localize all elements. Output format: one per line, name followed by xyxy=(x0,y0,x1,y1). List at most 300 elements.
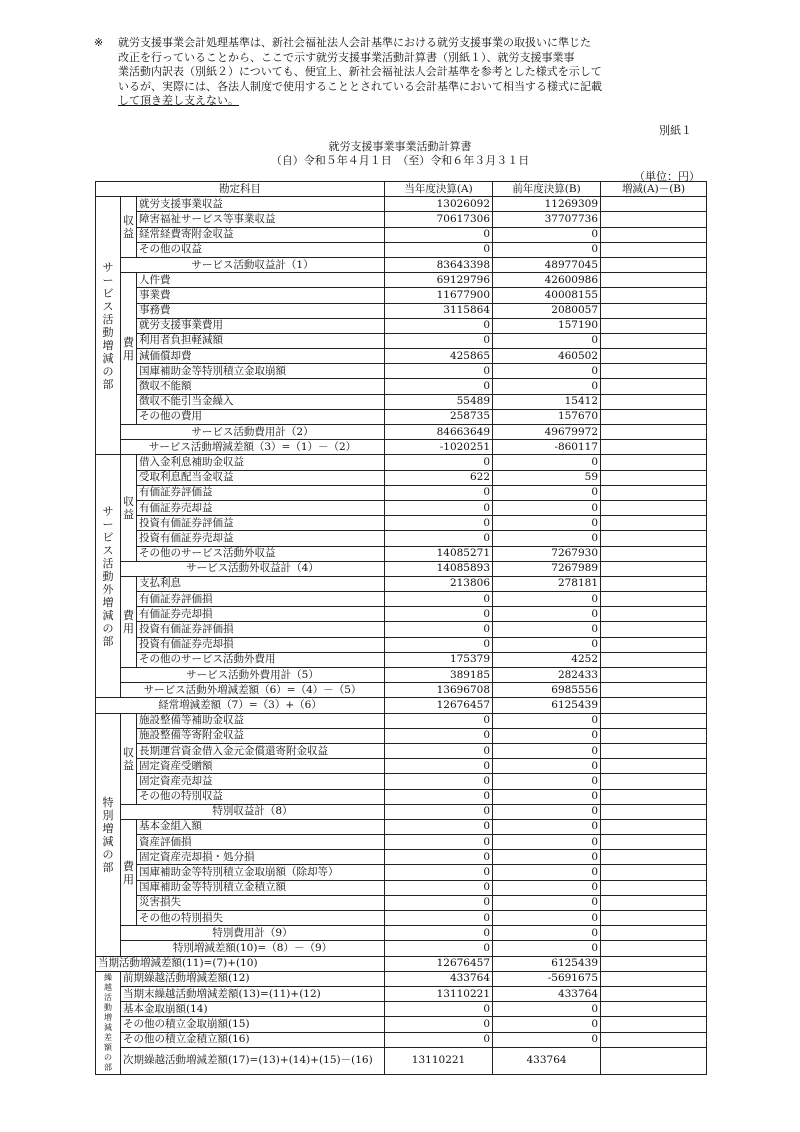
period-label: （自）令和５年４月１日 （至）令和６年３月３１日 xyxy=(270,154,530,167)
current-value: 0 xyxy=(385,455,493,470)
current-value: 0 xyxy=(385,318,493,333)
section-label-service: サ ー ビ ス 活 動 増 減 の 部 xyxy=(96,197,121,455)
diff-value xyxy=(601,1032,707,1047)
section-label-outside: サ ー ビ ス 活 動 外 増 減 の 部 xyxy=(96,455,121,698)
current-value: 0 xyxy=(385,819,493,834)
current-value: 0 xyxy=(385,850,493,865)
previous-value: 0 xyxy=(493,759,601,774)
current-value: 13026092 xyxy=(385,197,493,212)
account-name: 国庫補助金等特別積立金取崩額（除却等） xyxy=(137,865,385,880)
account-name: その他のサービス活動外費用 xyxy=(137,652,385,667)
previous-value: 37707736 xyxy=(493,212,601,227)
account-row xyxy=(96,637,707,652)
account-name: 固定資産受贈額 xyxy=(137,759,385,774)
diff-value xyxy=(601,835,707,850)
account-name: その他の費用 xyxy=(137,409,385,424)
previous-value: 0 xyxy=(493,835,601,850)
diff-value xyxy=(601,652,707,667)
account-row xyxy=(96,227,707,242)
diff-name: サービス活動外増減差額（6）=（4）－（5） xyxy=(121,683,385,698)
diff-value xyxy=(601,789,707,804)
subtotal-name: サービス活動外収益計（4） xyxy=(121,561,385,576)
current-value: 0 xyxy=(385,789,493,804)
previous-value: 0 xyxy=(493,911,601,926)
previous-value: 0 xyxy=(493,227,601,242)
ordinary-diff-name: 経常増減差額（7）=（3）+（6） xyxy=(96,698,385,713)
previous-value: 0 xyxy=(493,713,601,728)
document-title: 就労支援事業事業活動計算書 xyxy=(328,140,472,153)
previous-value: 6985556 xyxy=(493,683,601,698)
diff-value xyxy=(601,485,707,500)
current-value: 213806 xyxy=(385,576,493,591)
previous-value: 0 xyxy=(493,333,601,348)
previous-value: 0 xyxy=(493,485,601,500)
previous-value: 0 xyxy=(493,728,601,743)
diff-value xyxy=(601,637,707,652)
diff-value xyxy=(601,1047,707,1074)
diff-value xyxy=(601,576,707,591)
previous-value: 6125439 xyxy=(493,698,601,713)
diff-value xyxy=(601,516,707,531)
diff-name: 特別増減差額(10)=（8）－（9） xyxy=(121,941,385,956)
previous-value: 0 xyxy=(493,592,601,607)
subtotal-name: サービス活動外費用計（5） xyxy=(121,668,385,683)
account-name: 投資有価証券売却益 xyxy=(137,531,385,546)
previous-value: 49679972 xyxy=(493,425,601,440)
diff-value xyxy=(601,865,707,880)
account-name: 支払利息 xyxy=(137,576,385,591)
sub-label-income: 収 益 xyxy=(121,713,137,804)
period-diff-name: 当期活動増減差額(11)=(7)+(10) xyxy=(96,956,385,971)
table-body xyxy=(96,197,707,1075)
diff-value xyxy=(601,592,707,607)
current-value: 0 xyxy=(385,759,493,774)
account-name: 人件費 xyxy=(137,273,385,288)
previous-value: 15412 xyxy=(493,394,601,409)
current-value: 0 xyxy=(385,835,493,850)
diff-value xyxy=(601,440,707,455)
note-line: 改正を行っていることから、ここで示す就労支援事業活動計算書（別紙１）、就労支援事業事 xyxy=(118,50,575,64)
account-row xyxy=(96,607,707,622)
current-value: 0 xyxy=(385,607,493,622)
current-value: 69129796 xyxy=(385,273,493,288)
previous-value: 0 xyxy=(493,926,601,941)
diff-value xyxy=(601,349,707,364)
subtotal-row xyxy=(96,926,707,941)
diff-value xyxy=(601,911,707,926)
previous-value: 0 xyxy=(493,774,601,789)
diff-value xyxy=(601,212,707,227)
account-row xyxy=(96,895,707,910)
current-value: 84663649 xyxy=(385,425,493,440)
account-name: 投資有価証券売却損 xyxy=(137,637,385,652)
account-row xyxy=(96,531,707,546)
account-name: その他の積立金取崩額(15) xyxy=(121,1017,385,1032)
account-name: 就労支援事業収益 xyxy=(137,197,385,212)
subtotal-name: サービス活動費用計（2） xyxy=(121,425,385,440)
diff-value xyxy=(601,318,707,333)
account-name: 長期運営資金借入金元金償還寄附金収益 xyxy=(137,743,385,758)
account-name: 有価証券売却損 xyxy=(137,607,385,622)
current-value: 0 xyxy=(385,516,493,531)
previous-value: 0 xyxy=(493,242,601,257)
current-value: 12676457 xyxy=(385,956,493,971)
previous-value: 0 xyxy=(493,895,601,910)
current-value: 0 xyxy=(385,713,493,728)
diff-value xyxy=(601,561,707,576)
current-value: 14085271 xyxy=(385,546,493,561)
header-current: 当年度決算(A) xyxy=(385,182,493,197)
previous-value: 6125439 xyxy=(493,956,601,971)
account-name: 国庫補助金等特別積立金積立額 xyxy=(137,880,385,895)
previous-value: 0 xyxy=(493,743,601,758)
account-row xyxy=(96,592,707,607)
current-value: 0 xyxy=(385,1017,493,1032)
account-name: 投資有価証券評価損 xyxy=(137,622,385,637)
previous-value: 0 xyxy=(493,607,601,622)
account-row xyxy=(96,197,707,212)
account-row xyxy=(96,713,707,728)
current-value: 14085893 xyxy=(385,561,493,576)
account-row xyxy=(96,789,707,804)
previous-value: 11269309 xyxy=(493,197,601,212)
diff-value xyxy=(601,713,707,728)
previous-value: 0 xyxy=(493,364,601,379)
previous-value: -860117 xyxy=(493,440,601,455)
account-name: 固定資産売却益 xyxy=(137,774,385,789)
current-value: 0 xyxy=(385,895,493,910)
account-name: 事務費 xyxy=(137,303,385,318)
account-row xyxy=(96,379,707,394)
previous-value: 157670 xyxy=(493,409,601,424)
account-row xyxy=(96,349,707,364)
diff-value xyxy=(601,288,707,303)
account-row xyxy=(96,303,707,318)
account-name: 徴収不能引当金繰入 xyxy=(137,394,385,409)
account-row xyxy=(96,819,707,834)
previous-value: 0 xyxy=(493,1002,601,1017)
diff-value xyxy=(601,607,707,622)
account-name: その他の積立金積立額(16) xyxy=(121,1032,385,1047)
previous-value: 0 xyxy=(493,500,601,515)
account-name: 就労支援事業費用 xyxy=(137,318,385,333)
diff-value xyxy=(601,470,707,485)
account-name: 事業費 xyxy=(137,288,385,303)
diff-value xyxy=(601,257,707,272)
previous-value: 0 xyxy=(493,516,601,531)
current-value: 0 xyxy=(385,728,493,743)
sub-label-income: 収 益 xyxy=(121,455,137,561)
account-row xyxy=(96,911,707,926)
current-value: 0 xyxy=(385,242,493,257)
account-name: 経常経費寄附金収益 xyxy=(137,227,385,242)
current-value: 55489 xyxy=(385,394,493,409)
header-row xyxy=(96,182,707,197)
account-name: 施設整備等寄附金収益 xyxy=(137,728,385,743)
diff-value xyxy=(601,531,707,546)
diff-value xyxy=(601,668,707,683)
account-row xyxy=(96,409,707,424)
diff-value xyxy=(601,743,707,758)
current-value: 0 xyxy=(385,485,493,500)
account-name: 基本金取崩額(14) xyxy=(121,1002,385,1017)
account-row xyxy=(96,394,707,409)
diff-value xyxy=(601,971,707,986)
previous-value: 0 xyxy=(493,531,601,546)
account-row xyxy=(96,880,707,895)
diff-row xyxy=(96,440,707,455)
subtotal-row xyxy=(96,257,707,272)
account-name: 施設整備等補助金収益 xyxy=(137,713,385,728)
account-row xyxy=(96,622,707,637)
account-name: 次期繰越活動増減差額(17)=(13)+(14)+(15)－(16) xyxy=(121,1047,385,1074)
previous-value: 59 xyxy=(493,470,601,485)
previous-value: 7267989 xyxy=(493,561,601,576)
account-name: その他の特別損失 xyxy=(137,911,385,926)
diff-value xyxy=(601,759,707,774)
account-row xyxy=(96,835,707,850)
account-row xyxy=(96,500,707,515)
section-label-special: 特 別 増 減 の 部 xyxy=(96,713,121,956)
diff-row xyxy=(96,941,707,956)
subtotal-name: 特別費用計（9） xyxy=(121,926,385,941)
account-name: 利用者負担軽減額 xyxy=(137,333,385,348)
current-value: 0 xyxy=(385,911,493,926)
current-value: -1020251 xyxy=(385,440,493,455)
previous-value: 4252 xyxy=(493,652,601,667)
current-value: 0 xyxy=(385,804,493,819)
account-name: その他の収益 xyxy=(137,242,385,257)
previous-value: 2080057 xyxy=(493,303,601,318)
current-value: 0 xyxy=(385,926,493,941)
previous-value: 0 xyxy=(493,865,601,880)
diff-value xyxy=(601,333,707,348)
activity-statement-table xyxy=(95,181,707,1075)
diff-value xyxy=(601,455,707,470)
current-value: 0 xyxy=(385,379,493,394)
previous-value: 40008155 xyxy=(493,288,601,303)
current-value: 0 xyxy=(385,364,493,379)
current-value: 13696708 xyxy=(385,683,493,698)
previous-value: -5691675 xyxy=(493,971,601,986)
unit-label: （単位：円） xyxy=(634,170,700,183)
previous-value: 0 xyxy=(493,880,601,895)
diff-value xyxy=(601,926,707,941)
account-row xyxy=(96,865,707,880)
account-row xyxy=(96,743,707,758)
current-value: 0 xyxy=(385,227,493,242)
diff-value xyxy=(601,804,707,819)
diff-value xyxy=(601,273,707,288)
account-name: 障害福祉サービス等事業収益 xyxy=(137,212,385,227)
current-value: 389185 xyxy=(385,668,493,683)
header-account: 勘定科目 xyxy=(96,182,385,197)
account-name: 受取利息配当金収益 xyxy=(137,470,385,485)
diff-value xyxy=(601,728,707,743)
previous-value: 433764 xyxy=(493,1047,601,1074)
diff-value xyxy=(601,1017,707,1032)
previous-value: 433764 xyxy=(493,986,601,1001)
current-value: 258735 xyxy=(385,409,493,424)
current-value: 0 xyxy=(385,622,493,637)
diff-value xyxy=(601,409,707,424)
account-name: その他のサービス活動外収益 xyxy=(137,546,385,561)
note-line: 業活動内訳表（別紙２）についても、便宜上、新社会福祉法人会計基準を参考とした様式を示して xyxy=(118,65,602,78)
current-value: 622 xyxy=(385,470,493,485)
diff-name: サービス活動増減差額（3）=（1）－（2） xyxy=(121,440,385,455)
previous-value: 0 xyxy=(493,1017,601,1032)
previous-value: 0 xyxy=(493,804,601,819)
account-row xyxy=(96,318,707,333)
diff-value xyxy=(601,986,707,1001)
diff-value xyxy=(601,242,707,257)
account-name: 減価償却費 xyxy=(137,349,385,364)
section-label-carry: 繰 越 活 動 増 減 差 額 の 部 xyxy=(96,971,121,1074)
diff-value xyxy=(601,227,707,242)
subtotal-name: 特別収益計（8） xyxy=(121,804,385,819)
subtotal-name: サービス活動収益計（1） xyxy=(121,257,385,272)
current-value: 0 xyxy=(385,880,493,895)
note-mark: ※ xyxy=(94,36,104,49)
previous-value: 0 xyxy=(493,622,601,637)
note-line: して頂き差し支えない。 xyxy=(118,94,239,107)
account-name: 災害損失 xyxy=(137,895,385,910)
diff-value xyxy=(601,425,707,440)
account-row xyxy=(96,364,707,379)
ordinary-diff-row xyxy=(96,698,707,713)
diff-value xyxy=(601,622,707,637)
previous-value: 0 xyxy=(493,789,601,804)
diff-value xyxy=(601,683,707,698)
account-row xyxy=(96,470,707,485)
diff-value xyxy=(601,895,707,910)
account-row xyxy=(96,273,707,288)
sub-label-expense: 費 用 xyxy=(121,273,137,425)
account-name: 基本金組入額 xyxy=(137,819,385,834)
current-value: 0 xyxy=(385,637,493,652)
account-name: 当期末繰越活動増減差額(13)=(11)+(12) xyxy=(121,986,385,1001)
disclaimer-note xyxy=(94,36,704,109)
account-row xyxy=(96,774,707,789)
note-line: いるが、実際には、各法人制度で使用することとされている会計基準において相当する様式に記載 xyxy=(118,79,602,93)
subtotal-row xyxy=(96,668,707,683)
diff-value xyxy=(601,819,707,834)
current-value: 0 xyxy=(385,1032,493,1047)
current-value: 0 xyxy=(385,333,493,348)
account-name: 固定資産売却損・処分損 xyxy=(137,850,385,865)
subtotal-row xyxy=(96,425,707,440)
diff-value xyxy=(601,1002,707,1017)
previous-value: 7267930 xyxy=(493,546,601,561)
account-row xyxy=(96,333,707,348)
period-diff-row xyxy=(96,956,707,971)
current-value: 175379 xyxy=(385,652,493,667)
previous-value: 0 xyxy=(493,850,601,865)
subtotal-row xyxy=(96,804,707,819)
sub-label-expense: 費 用 xyxy=(121,576,137,667)
account-row xyxy=(96,759,707,774)
current-value: 433764 xyxy=(385,971,493,986)
current-value: 13110221 xyxy=(385,986,493,1001)
diff-value xyxy=(601,546,707,561)
previous-value: 42600986 xyxy=(493,273,601,288)
carry-row xyxy=(96,986,707,1001)
account-name: 国庫補助金等特別積立金取崩額 xyxy=(137,364,385,379)
diff-value xyxy=(601,500,707,515)
diff-value xyxy=(601,956,707,971)
account-name: 借入金利息補助金収益 xyxy=(137,455,385,470)
note-line: 就労支援事業会計処理基準は、新社会福祉法人会計基準における就労支援事業の取扱いに準じた xyxy=(118,36,591,49)
subtotal-row xyxy=(96,561,707,576)
account-name: 有価証券売却益 xyxy=(137,500,385,515)
previous-value: 0 xyxy=(493,1032,601,1047)
account-row xyxy=(96,516,707,531)
current-value: 83643398 xyxy=(385,257,493,272)
previous-value: 460502 xyxy=(493,349,601,364)
previous-value: 0 xyxy=(493,637,601,652)
diff-value xyxy=(601,197,707,212)
previous-value: 0 xyxy=(493,941,601,956)
header-diff: 増減(A)－(B) xyxy=(601,182,707,197)
current-value: 0 xyxy=(385,774,493,789)
current-value: 0 xyxy=(385,865,493,880)
header-previous: 前年度決算(B) xyxy=(493,182,601,197)
account-name: その他の特別収益 xyxy=(137,789,385,804)
account-name: 徴収不能額 xyxy=(137,379,385,394)
previous-value: 0 xyxy=(493,819,601,834)
account-name: 前期繰越活動増減差額(12) xyxy=(121,971,385,986)
account-row xyxy=(96,242,707,257)
current-value: 0 xyxy=(385,592,493,607)
account-name: 有価証券評価益 xyxy=(137,485,385,500)
previous-value: 48977045 xyxy=(493,257,601,272)
previous-value: 0 xyxy=(493,455,601,470)
diff-value xyxy=(601,774,707,789)
account-row xyxy=(96,288,707,303)
current-value: 12676457 xyxy=(385,698,493,713)
account-name: 投資有価証券評価益 xyxy=(137,516,385,531)
diff-value xyxy=(601,379,707,394)
current-value: 0 xyxy=(385,500,493,515)
diff-value xyxy=(601,941,707,956)
carry-row xyxy=(96,971,707,986)
account-row xyxy=(96,576,707,591)
account-row xyxy=(96,455,707,470)
account-row xyxy=(96,485,707,500)
previous-value: 282433 xyxy=(493,668,601,683)
current-value: 70617306 xyxy=(385,212,493,227)
diff-value xyxy=(601,880,707,895)
diff-value xyxy=(601,850,707,865)
current-value: 11677900 xyxy=(385,288,493,303)
previous-value: 0 xyxy=(493,379,601,394)
current-value: 425865 xyxy=(385,349,493,364)
account-row xyxy=(96,850,707,865)
diff-value xyxy=(601,303,707,318)
carry-row xyxy=(96,1002,707,1017)
diff-value xyxy=(601,394,707,409)
account-row xyxy=(96,728,707,743)
carry-row xyxy=(96,1047,707,1074)
previous-value: 157190 xyxy=(493,318,601,333)
sub-label-expense: 費 用 xyxy=(121,819,137,925)
current-value: 3115864 xyxy=(385,303,493,318)
diff-value xyxy=(601,364,707,379)
current-value: 0 xyxy=(385,1002,493,1017)
account-row xyxy=(96,212,707,227)
annex-label: 別紙１ xyxy=(659,124,692,137)
account-name: 資産評価損 xyxy=(137,835,385,850)
